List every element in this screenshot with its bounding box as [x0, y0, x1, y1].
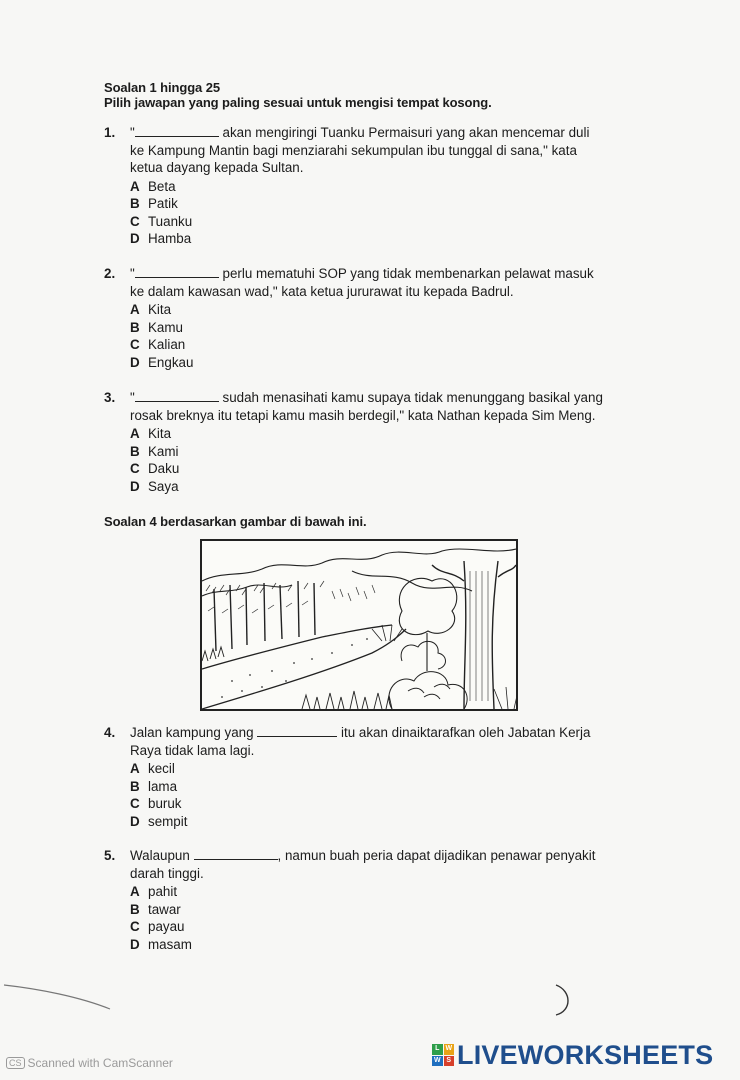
option-list — [104, 301, 664, 371]
logo-tile: W — [444, 1044, 455, 1055]
option-text: kecil — [148, 761, 175, 776]
liveworksheets-brand[interactable] — [432, 1040, 713, 1070]
question-2 — [104, 265, 664, 371]
question-text: itu akan dinaiktarafkan oleh Jabatan Kerja — [341, 725, 591, 740]
option-letter: B — [130, 196, 140, 211]
option-d[interactable] — [130, 813, 664, 831]
question-text: ke dalam kawasan wad," kata ketua jururawat itu kepada Badrul. — [130, 283, 514, 299]
option-list — [104, 425, 664, 495]
option-letter: C — [130, 213, 140, 229]
option-text: buruk — [148, 796, 182, 811]
option-text: Kamu — [148, 319, 183, 335]
option-a[interactable] — [130, 425, 664, 443]
village-road-drawing — [202, 541, 516, 709]
option-b[interactable] — [130, 195, 664, 213]
question-number: 4. — [104, 725, 116, 740]
option-text: Daku — [148, 461, 180, 476]
answer-blank[interactable] — [135, 124, 219, 137]
option-a[interactable] — [130, 301, 664, 319]
option-text: Tuanku — [148, 213, 193, 229]
option-text: Kita — [148, 426, 172, 441]
option-text: Kami — [148, 443, 179, 459]
question-text: Walaupun — [130, 848, 190, 863]
village-road-illustration — [200, 539, 518, 711]
logo-tile: L — [432, 1044, 443, 1055]
option-a[interactable] — [130, 760, 664, 778]
logo-tile: S — [444, 1056, 455, 1067]
option-letter: D — [130, 231, 140, 246]
option-b[interactable] — [130, 319, 664, 337]
question-4 — [104, 724, 664, 830]
open-quote: " — [130, 266, 135, 281]
option-text: pahit — [148, 884, 178, 899]
option-text: Patik — [148, 196, 178, 211]
question-text: perlu mematuhi SOP yang tidak membenarkan pelawat masuk — [222, 266, 594, 281]
scanner-watermark — [6, 1056, 173, 1070]
question-text: Jalan kampung yang — [130, 725, 254, 740]
brand-name: LIVEWORKSHEETS — [457, 1039, 714, 1070]
option-text: masam — [148, 936, 192, 952]
question-5 — [104, 847, 664, 953]
answer-blank[interactable] — [135, 389, 219, 402]
option-letter: D — [130, 354, 140, 370]
task-instruction: Pilih jawapan yang paling sesuai untuk mengisi tempat kosong. — [104, 95, 492, 110]
option-text: lama — [148, 778, 178, 794]
open-quote: " — [130, 390, 135, 405]
liveworksheets-logo-icon — [432, 1044, 454, 1066]
picture-instruction: Soalan 4 berdasarkan gambar di bawah ini. — [104, 514, 367, 529]
question-text: akan mengiringi Tuanku Permaisuri yang akan mencemar duli — [222, 125, 590, 140]
scan-artifacts — [0, 975, 740, 1035]
option-letter: C — [130, 461, 140, 476]
question-text: ke Kampung Mantin bagi menziarahi sekumpulan ibu tunggal di sana," kata — [130, 142, 577, 158]
option-letter: D — [130, 936, 140, 952]
scan-mark — [556, 985, 568, 1015]
option-letter: B — [130, 319, 140, 335]
answer-blank[interactable] — [257, 724, 337, 737]
answer-blank[interactable] — [135, 265, 219, 278]
option-b[interactable] — [130, 901, 664, 919]
option-text: sempit — [148, 813, 188, 829]
open-quote: " — [130, 125, 135, 140]
question-text: , namun buah peria dapat dijadikan penawar penyakit — [277, 848, 596, 863]
option-b[interactable] — [130, 778, 664, 796]
option-letter: A — [130, 302, 140, 317]
option-letter: C — [130, 796, 140, 811]
question-number: 1. — [104, 125, 116, 140]
logo-tile: W — [432, 1056, 443, 1067]
option-d[interactable] — [130, 354, 664, 372]
question-3 — [104, 389, 664, 495]
option-c[interactable] — [130, 460, 664, 478]
question-text: sudah menasihati kamu supaya tidak menunggang basikal yang — [222, 390, 603, 405]
option-text: Engkau — [148, 354, 194, 370]
option-letter: A — [130, 178, 140, 194]
option-c[interactable] — [130, 213, 664, 231]
option-letter: C — [130, 919, 140, 934]
option-text: tawar — [148, 901, 181, 917]
option-list — [104, 883, 664, 953]
scanner-text: Scanned with CamScanner — [27, 1056, 173, 1070]
option-letter: A — [130, 761, 140, 776]
option-text: Kita — [148, 302, 172, 317]
option-text: payau — [148, 919, 185, 934]
scan-streak — [4, 985, 110, 1009]
option-letter: B — [130, 443, 140, 459]
option-letter: D — [130, 478, 140, 494]
option-letter: A — [130, 884, 140, 899]
question-text: Raya tidak lama lagi. — [130, 742, 255, 758]
question-text: rosak breknya itu tetapi kamu masih berdegil," kata Nathan kepada Sim Meng. — [130, 407, 596, 423]
option-text: Hamba — [148, 231, 192, 246]
option-a[interactable] — [130, 883, 664, 901]
option-c[interactable] — [130, 918, 664, 936]
camscanner-icon: CS — [6, 1057, 25, 1069]
question-1 — [104, 124, 664, 248]
option-list — [104, 760, 664, 830]
option-c[interactable] — [130, 795, 664, 813]
option-b[interactable] — [130, 443, 664, 461]
option-c[interactable] — [130, 336, 664, 354]
option-letter: D — [130, 813, 140, 829]
question-text: darah tinggi. — [130, 865, 204, 881]
option-a[interactable] — [130, 178, 664, 196]
option-list — [104, 178, 664, 248]
option-d[interactable] — [130, 478, 664, 496]
option-letter: A — [130, 426, 140, 441]
question-range-heading: Soalan 1 hingga 25 — [104, 80, 220, 95]
option-letter: B — [130, 778, 140, 794]
question-number: 3. — [104, 390, 116, 405]
option-letter: B — [130, 901, 140, 917]
option-text: Kalian — [148, 337, 186, 352]
option-text: Beta — [148, 178, 176, 194]
answer-blank[interactable] — [194, 847, 278, 860]
option-d[interactable] — [130, 230, 664, 248]
question-text: ketua dayang kepada Sultan. — [130, 160, 304, 175]
option-text: Saya — [148, 478, 179, 494]
option-d[interactable] — [130, 936, 664, 954]
question-number: 5. — [104, 848, 116, 863]
option-letter: C — [130, 337, 140, 352]
question-number: 2. — [104, 266, 116, 281]
